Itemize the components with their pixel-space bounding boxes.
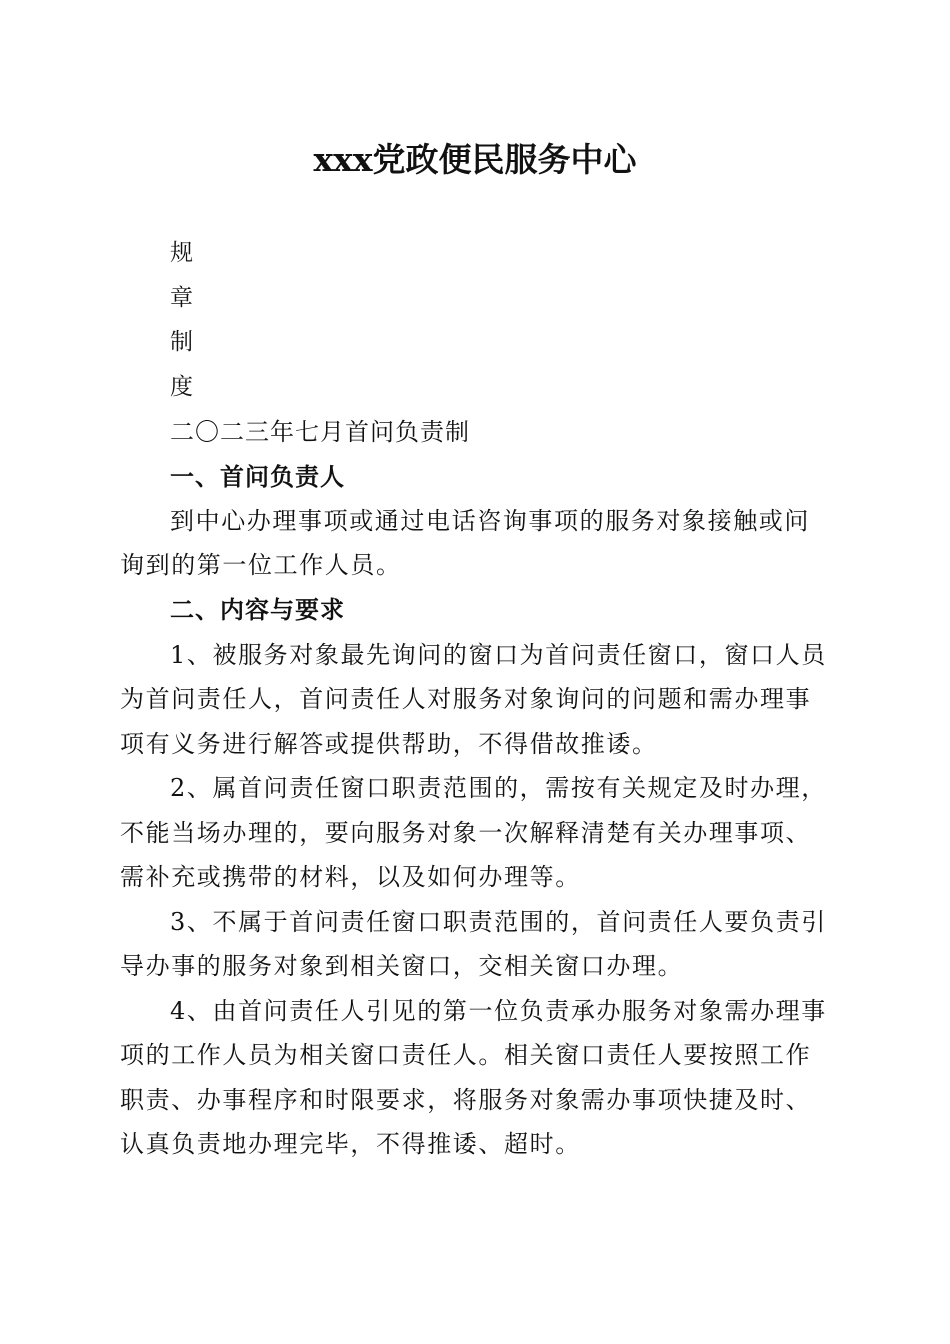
vertical-char: 规 bbox=[170, 240, 193, 266]
paragraph-line: 需补充或携带的材料，以及如何办理等。 bbox=[120, 863, 581, 891]
document-title: xxx党政便民服务中心 bbox=[313, 140, 637, 179]
paragraph-line: 导办事的服务对象到相关窗口，交相关窗口办理。 bbox=[120, 952, 684, 980]
paragraph-line: 不能当场办理的，要向服务对象一次解释清楚有关办理事项、 bbox=[120, 819, 812, 847]
section-heading: 一、首问负责人 bbox=[170, 463, 345, 491]
vertical-char: 度 bbox=[170, 374, 193, 400]
date-line: 二〇二三年七月首问负责制 bbox=[170, 418, 470, 446]
paragraph-line: 项的工作人员为相关窗口责任人。相关窗口责任人要按照工作 bbox=[120, 1041, 812, 1069]
section-heading: 二、内容与要求 bbox=[170, 596, 345, 624]
paragraph-line: 职责、办事程序和时限要求，将服务对象需办事项快捷及时、 bbox=[120, 1086, 812, 1114]
paragraph-line: 4、由首问责任人引见的第一位负责承办服务对象需办理事 bbox=[170, 997, 827, 1025]
paragraph-line: 3、不属于首问责任窗口职责范围的，首问责任人要负责引 bbox=[170, 908, 827, 936]
paragraph-line: 询到的第一位工作人员。 bbox=[120, 551, 402, 579]
paragraph-line: 1、被服务对象最先询问的窗口为首问责任窗口，窗口人员 bbox=[170, 641, 827, 669]
paragraph-line: 到中心办理事项或通过电话咨询事项的服务对象接触或问 bbox=[170, 507, 810, 535]
paragraph-line: 认真负责地办理完毕，不得推诿、超时。 bbox=[120, 1130, 581, 1158]
vertical-char: 制 bbox=[170, 329, 193, 355]
vertical-char: 章 bbox=[170, 285, 193, 311]
paragraph-line: 为首问责任人，首问责任人对服务对象询问的问题和需办理事 bbox=[120, 685, 812, 713]
paragraph-line: 项有义务进行解答或提供帮助，不得借故推诿。 bbox=[120, 730, 658, 758]
paragraph-line: 2、属首问责任窗口职责范围的，需按有关规定及时办理， bbox=[170, 774, 827, 802]
